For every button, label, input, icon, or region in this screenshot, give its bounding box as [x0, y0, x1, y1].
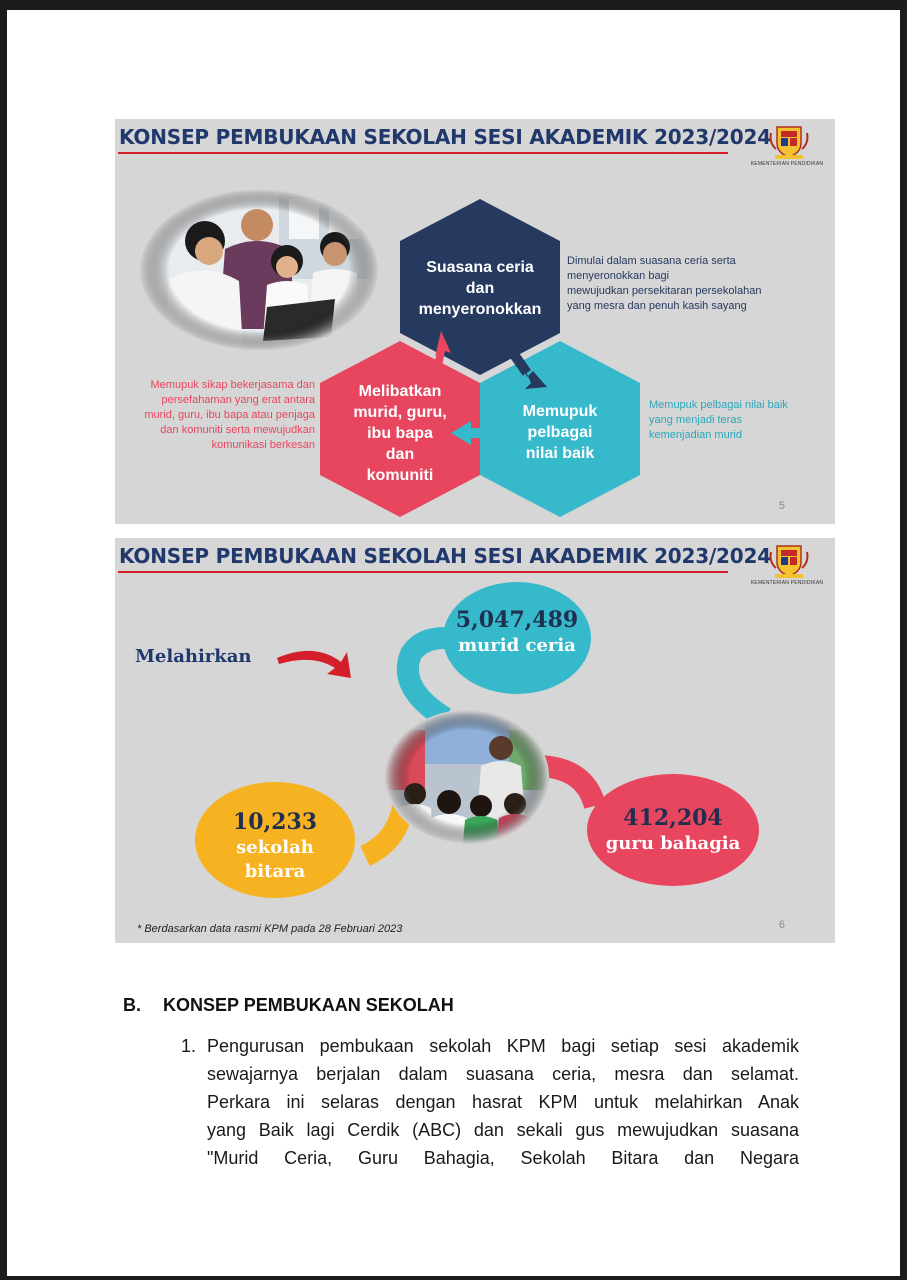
melahirkan-label: Melahirkan [135, 646, 252, 667]
item-number: 1. [181, 1036, 197, 1056]
numbered-paragraph [181, 1032, 799, 1172]
ministry-label: KEMENTERIAN PENDIDIKAN [750, 580, 824, 586]
para-line-5: "Murid Ceria, Guru Bahagia, Sekolah Bitara dan Negara [207, 1148, 799, 1168]
classroom-photo [385, 710, 549, 844]
desc-top: Dimulai dalam suasana ceria serta menyeronokkan bagi mewujudkan persekitaran persekolahan yang mesra dan penuh kasih sayang [567, 255, 762, 312]
hex-left-text: Melibatkan murid, guru, ibu bapa dan komuniti [353, 383, 447, 484]
ministry-label: KEMENTERIAN PENDIDIKAN [750, 161, 824, 167]
slide-number: 6 [778, 919, 785, 931]
sekolah-stat: 10,233 sekolah bitara [232, 809, 318, 882]
red-arrow-icon [277, 651, 351, 678]
hex-top-text: Suasana ceria dan menyeronokkan [418, 259, 542, 318]
para-line-2: sewajarnya berjalan dalam suasana ceria, mesra dan selamat. [207, 1064, 799, 1084]
murid-stat: 5,047,489 murid ceria [455, 607, 579, 656]
guru-stat: 412,204 guru bahagia [605, 805, 741, 854]
document-page [7, 10, 900, 1276]
para-line-3: Perkara ini selaras dengan hasrat KPM untuk melahirkan Anak [207, 1092, 799, 1112]
para-line-4: yang Baik lagi Cerdik (ABC) dan sekali gus mewujudkan suasana [207, 1120, 799, 1140]
section-heading [123, 995, 454, 1016]
desc-right: Memupuk pelbagai nilai baik yang menjadi teras kemenjadian murid [649, 399, 788, 441]
section-title: KONSEP PEMBUKAAN SEKOLAH [163, 995, 454, 1015]
slide-title: KONSEP PEMBUKAAN SEKOLAH SESI AKADEMIK 2023/2024 [119, 544, 771, 568]
slide-number: 5 [778, 500, 785, 512]
desc-left: Memupuk sikap bekerjasama dan persefahaman yang erat antara murid, guru, ibu bapa atau penjaga dan komuniti serta mewujudkan komunikasi berkesan [144, 379, 315, 451]
slide-5 [115, 119, 835, 524]
footnote: * Berdasarkan data rasmi KPM pada 28 Februari 2023 [137, 923, 403, 935]
hex-right-text: Memupuk pelbagai nilai baik [522, 403, 598, 462]
slide-title: KONSEP PEMBUKAAN SEKOLAH SESI AKADEMIK 2023/2024 [119, 125, 771, 149]
section-letter: B. [123, 995, 141, 1015]
slide-6 [115, 538, 835, 943]
para-line-1: Pengurusan pembukaan sekolah KPM bagi setiap sesi akademik [207, 1036, 799, 1056]
